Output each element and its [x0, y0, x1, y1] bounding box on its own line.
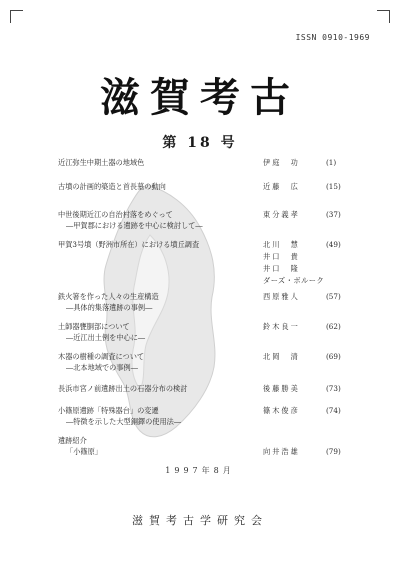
entry-page: (74)	[326, 406, 341, 415]
entry-title: 近江弥生中期土器の地域色	[58, 158, 145, 167]
entry-subtitle: ―近江出土例を中心に―	[66, 333, 146, 342]
entry-page: (37)	[326, 210, 341, 219]
entry-author: 鈴木良一	[263, 322, 300, 331]
publisher-name: 滋賀考古学研究会	[132, 514, 268, 527]
crop-mark-top-right	[377, 10, 390, 23]
entry-title: 中世後期近江の自治村落をめぐって	[58, 210, 173, 219]
entry-title: 小篠原遺跡「特殊器台」の変遷	[58, 406, 159, 415]
entry-author: 西原雅人	[263, 292, 300, 301]
entry-subtitle: ―特徴を示した大型銅鐸の使用法―	[66, 417, 182, 426]
entry-subtitle: ―具体的集落遺跡の事例―	[66, 303, 153, 312]
entry-page: (49)	[326, 240, 341, 249]
entry-subtitle: ―北本地域での事例―	[66, 363, 138, 372]
entry-author: 東分義孝	[263, 210, 300, 219]
entry-title: 古墳の計画的築造と首長墓の動向	[58, 182, 166, 191]
entry-page: (79)	[326, 447, 341, 456]
entry-page: (73)	[326, 384, 341, 393]
entry-coauthor: 井口 隆	[263, 264, 300, 273]
publication-date: 1997年8月	[165, 466, 235, 475]
entry-page: (69)	[326, 352, 341, 361]
entry-author: 後藤勝美	[263, 384, 300, 393]
crop-mark-top-left	[10, 10, 23, 23]
entry-author: 向井浩雄	[263, 447, 300, 456]
entry-author: 近藤 広	[263, 182, 300, 191]
entry-subtitle: ―甲賀郡における遺跡を中心に検討して―	[66, 221, 203, 230]
entry-title: 土師器甕胴部について	[58, 322, 130, 331]
entry-author: 篠木俊彦	[263, 406, 300, 415]
entry-subtitle: 「小篠原」	[66, 447, 102, 456]
entry-author: 北岡 清	[263, 352, 300, 361]
entry-title: 鉄火箸を作った人々の生産構造	[58, 292, 159, 301]
journal-title: 滋賀考古	[100, 74, 300, 121]
entry-coauthor: ダーズ・ボルーク	[263, 276, 325, 285]
entry-page: (57)	[326, 292, 341, 301]
entry-coauthor: 井口 貴	[263, 252, 300, 261]
entry-title: 長浜市宮ノ前遺跡出土の石器分布の検討	[58, 384, 188, 393]
entry-title: 甲賀3号墳（野洲市所在）における墳丘調査	[58, 240, 200, 249]
entry-title: 遺跡紹介	[58, 436, 87, 445]
entry-page: (1)	[326, 158, 337, 167]
entry-page: (62)	[326, 322, 341, 331]
issue-number: 第 18 号	[162, 135, 238, 151]
entry-title: 木器の樹種の調査について	[58, 352, 145, 361]
issn-number: ISSN 0910-1969	[295, 33, 370, 42]
entry-page: (15)	[326, 182, 341, 191]
entry-author: 北川 慧	[263, 240, 300, 249]
entry-author: 伊庭 功	[263, 158, 300, 167]
